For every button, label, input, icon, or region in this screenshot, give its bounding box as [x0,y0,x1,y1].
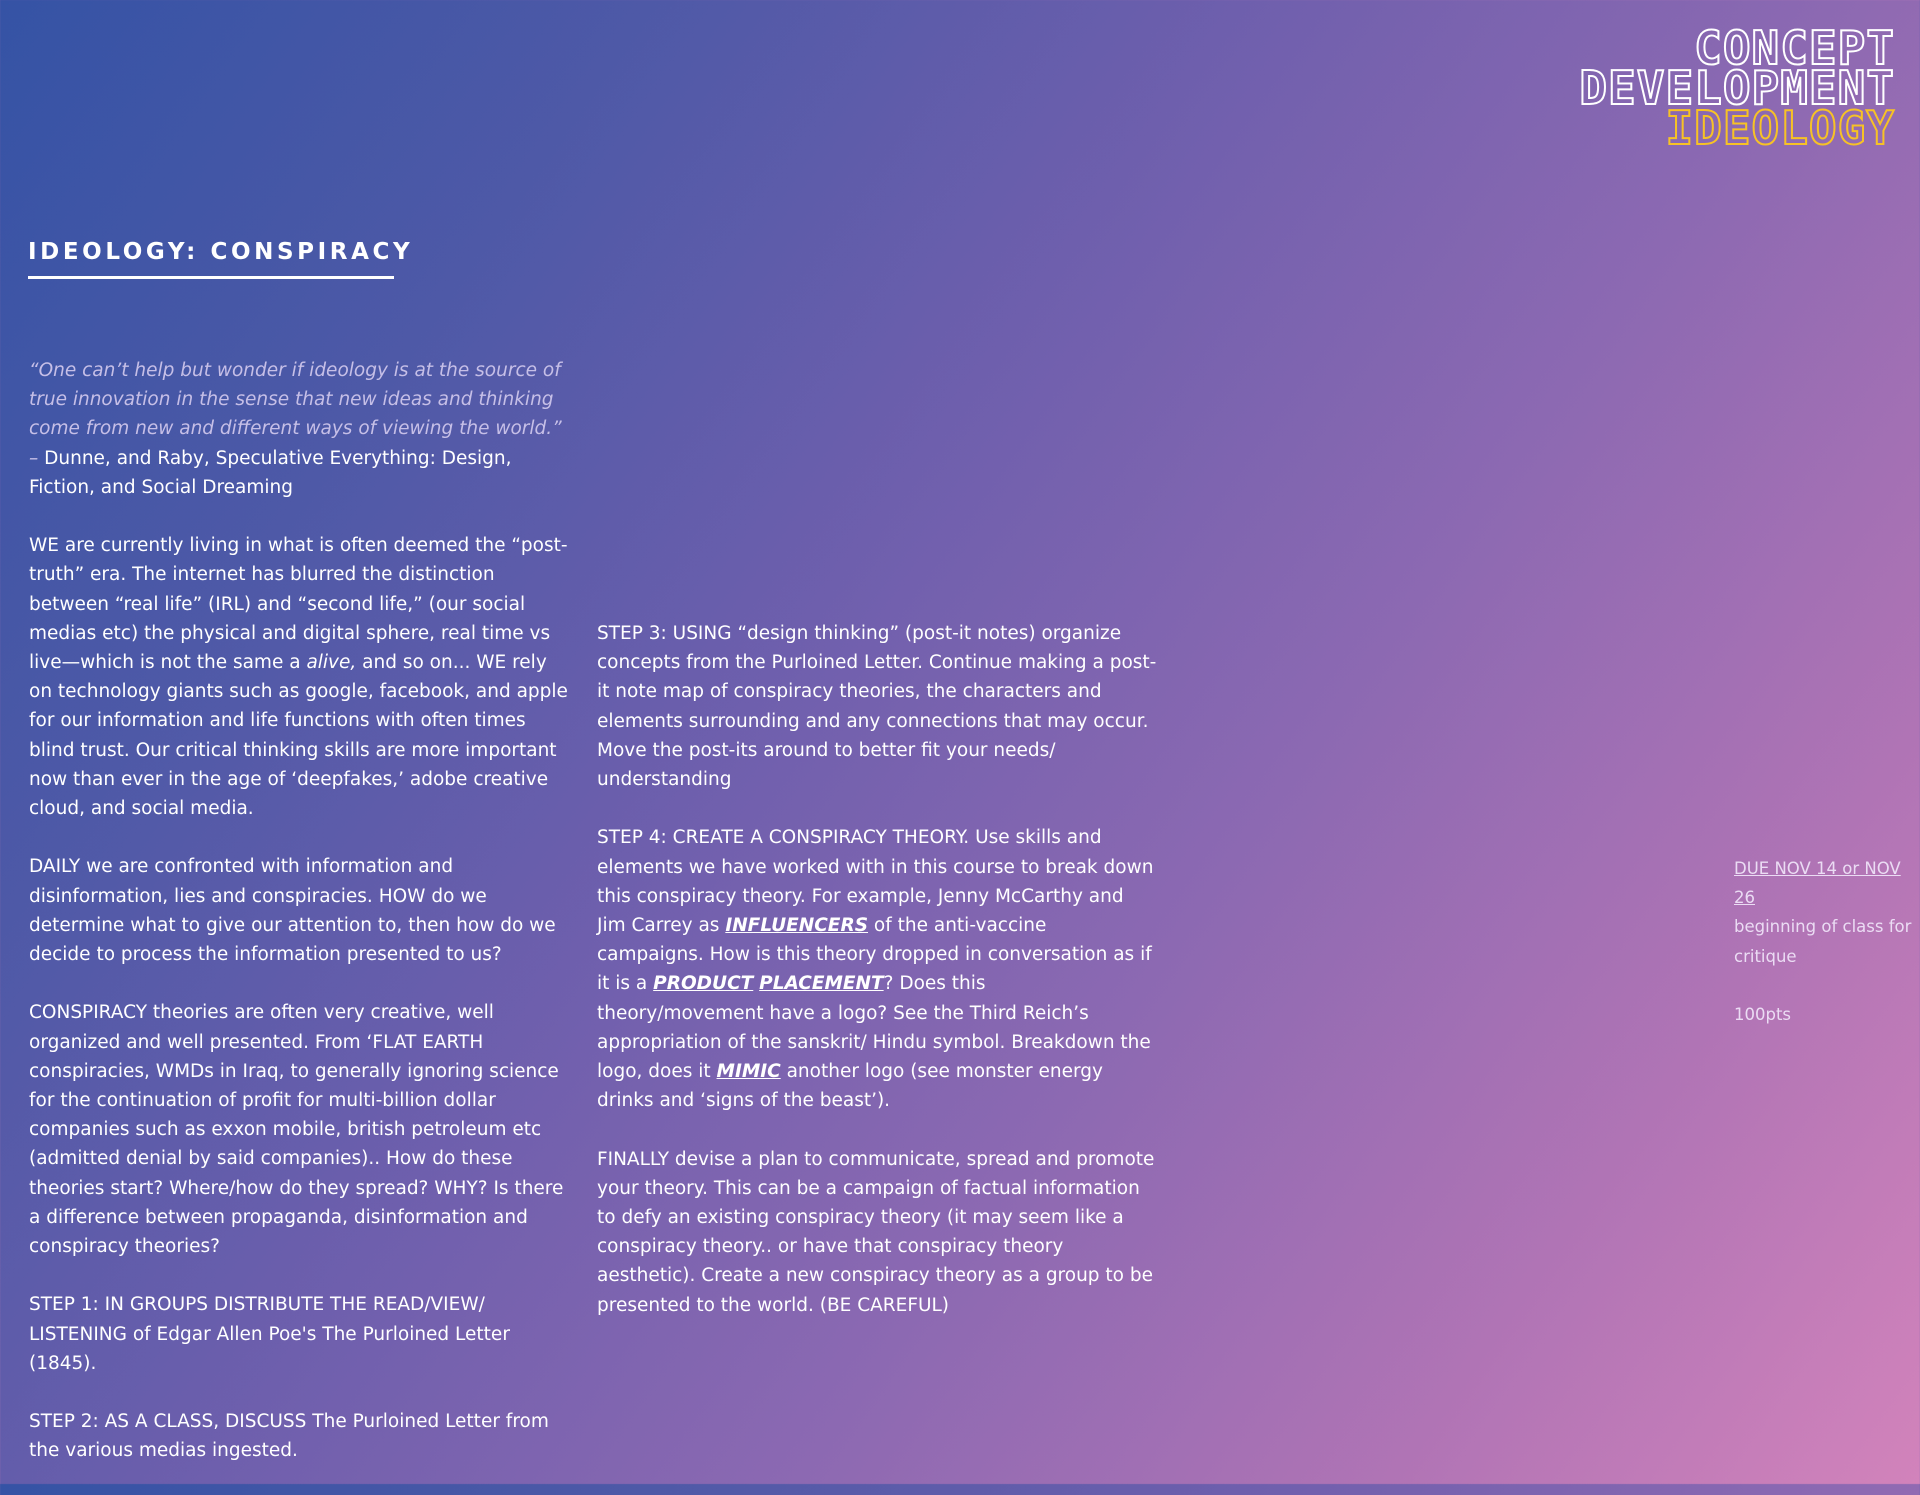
step-4-text-a: STEP 4: CREATE A CONSPIRACY THEORY. Use skills and elements we have worked with in this course to break down this conspiracy theory. For example, Jenny McCarthy and Jim Carrey as [597,827,1154,937]
post-truth-text-b: and so on... WE rely on technology giants such as google, facebook, and apple for our information and life functions with often times blind trust. Our critical thinking skills are more important now than ever in the age of ‘deepfakes,’ adobe creative cloud, and social media. [29,652,568,820]
step-1: STEP 1: IN GROUPS DISTRIBUTE THE READ/VIEW/ LISTENING of Edgar Allen Poe's The Purloined Letter (1845). [29,1294,510,1374]
step-3: STEP 3: USING “design thinking” (post-it notes) organize concepts from the Purloined Letter. Continue making a post-it note map of conspiracy theories, the characters and elements surrounding and any connections that may occur. Move the post-its around to better fit your needs/ understanding [597,623,1157,791]
post-truth-text-a: WE are currently living in what is often deemed the “post-truth” era. The internet has blurred the distinction between “real life” (IRL) and “second life,” (our social medias etc) the physical and digital sphere, real time vs live—which is not the same a [29,535,568,674]
course-title-logo [1579,21,1895,155]
step-4-text-c: ? Does this theory/movement have a logo? See the Third Reich’s appropriation of the sanskrit/ Hindu symbol. Breakdown the logo, does it [597,973,1151,1083]
page-heading: IDEOLOGY: CONSPIRACY [28,239,414,265]
conspiracy-paragraph: CONSPIRACY theories are often very creative, well organized and well presented. From ‘FLAT EARTH conspiracies, WMDs in Iraq, to generally ignoring science for the continuation of profit for multi-billion dollar companies such as exxon mobile, british petroleum etc (admitted denial by said companies).. How do these theories start? Where/how do they spread? WHY? Is there a difference between propaganda, disinformation and conspiracy theories? [29,1002,564,1258]
mimic-emphasis: MIMIC [716,1061,781,1083]
placement-emphasis: PLACEMENT [759,973,884,995]
quote-attribution: Dunne, and Raby, Speculative Everything: Design, Fiction, and Social Dreaming [29,447,512,498]
due-date: DUE NOV 14 or NOV 26 [1734,859,1901,908]
heading-underline [28,276,394,279]
step-2: STEP 2: AS A CLASS, DISCUSS The Purloined Letter from the various medias ingested. [29,1411,549,1462]
step-4 [597,823,1157,1115]
step-4-text-d: another logo (see monster energy drinks and ‘signs of the beast’). [597,1061,1103,1112]
logo-line-concept: CONCEPT [1694,21,1895,75]
logo-line-ideology: IDEOLOGY [1665,101,1895,155]
finally-paragraph: FINALLY devise a plan to communicate, spread and promote your theory. This can be a campaign of factual information to defy an existing conspiracy theory (it may seem like a conspiracy theory.. or have that conspiracy theory aesthetic). Create a new conspiracy theory as a group to be presented to the world. (BE CAREFUL) [597,1148,1155,1316]
due-date-aside [1734,854,1920,1058]
step-4-text-b: of the anti-vaccine campaigns. How is this theory dropped in conversation as if it is a [597,915,1152,995]
daily-paragraph: DAILY we are confronted with information and disinformation, lies and conspiracies. HOW do we determine what to give our attention to, then how do we decide to process the information presented to us? [29,856,556,966]
middle-column [597,619,1157,1349]
post-truth-paragraph [29,531,569,823]
left-column [29,356,569,1495]
quote-paragraph [29,356,569,502]
influencers-emphasis: INFLUENCERS [725,915,869,937]
logo-line-development: DEVELOPMENT [1579,61,1895,115]
due-note: beginning of class for critique [1734,917,1912,966]
quote-text: “One can’t help but wonder if ideology is at the source of true innovation in the sense that new ideas and thinking come from new and different ways of viewing the world.” – [29,360,562,469]
post-truth-emphasis: alive, [306,652,357,674]
points-value: 100pts [1734,1005,1792,1024]
due-info [1734,854,1920,971]
product-emphasis: PRODUCT [653,973,754,995]
